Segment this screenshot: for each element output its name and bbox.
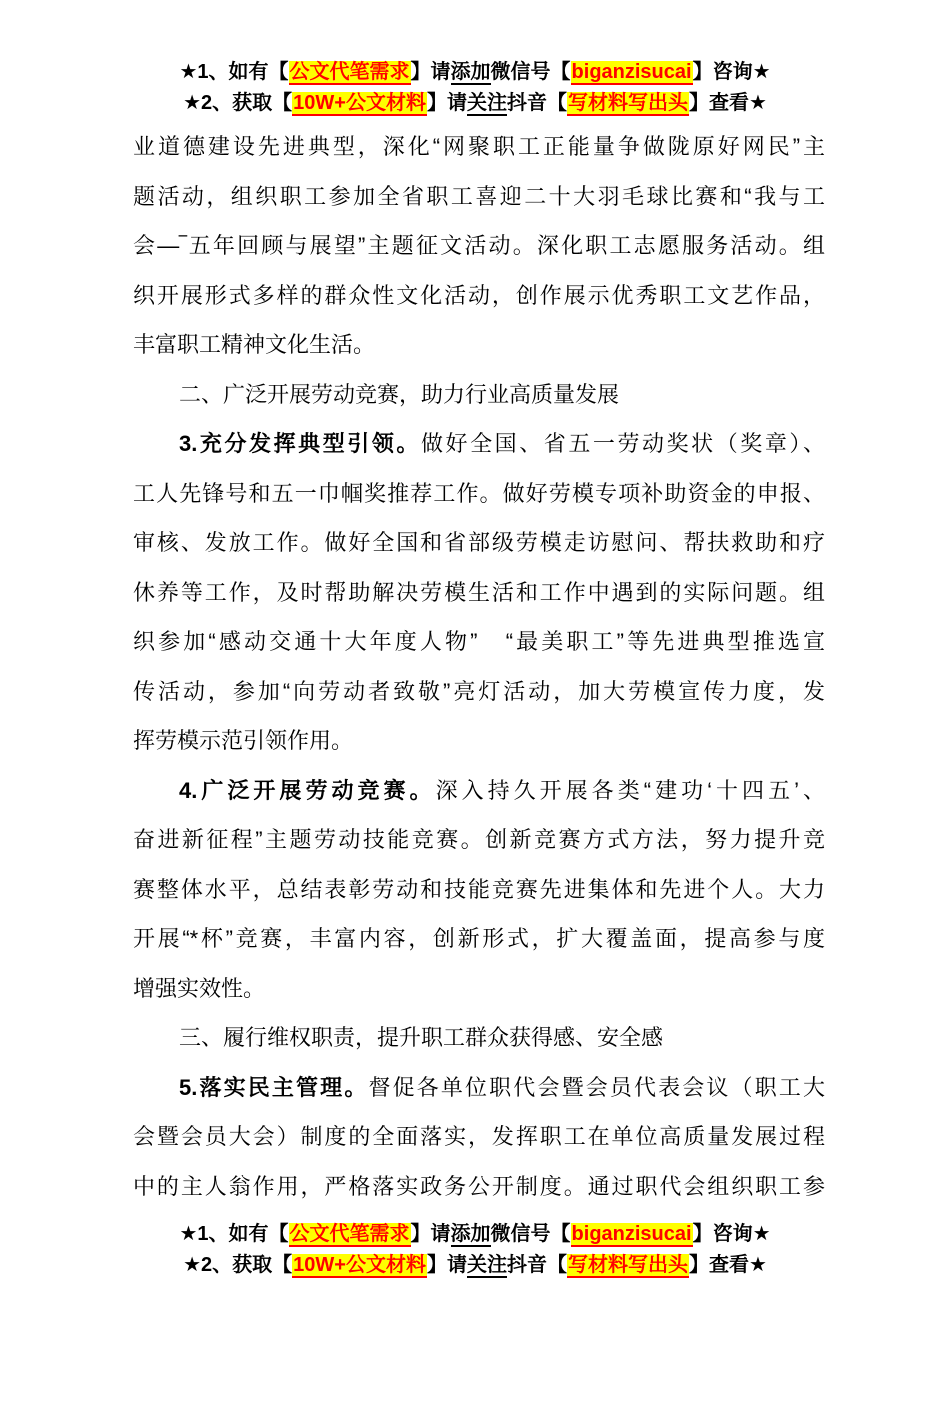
text-segment: 传活动，参加“向劳动者致敬”亮灯活动，加大劳模宣传力度，发 — [133, 678, 825, 704]
text-line — [133, 568, 825, 618]
ad-text: ★1、如有【 — [179, 1223, 289, 1245]
text-segment: 工人先锋号和五一巾帼奖推荐工作。做好劳模专项补助资金的申报、 — [133, 480, 825, 506]
text-segment: 丰富职工精神文化生活。 — [133, 332, 376, 357]
materials-keyword-highlight: 10W+公文材料 — [293, 1254, 426, 1276]
ad-text: ★2、获取【 — [183, 1254, 293, 1276]
douyin-account-highlight: 写材料写出头 — [567, 1254, 688, 1276]
add-action-underlined: 添加 — [450, 61, 491, 83]
text-line — [133, 221, 825, 271]
text-line — [133, 122, 825, 172]
add-action-underlined: 添加 — [450, 1223, 491, 1245]
text-segment: 休养等工作，及时帮助解决劳模生活和工作中遇到的实际问题。组 — [133, 579, 825, 605]
text-segment: 审核、发放工作。做好全国和省部级劳模走访慰问、帮扶救助和疗 — [133, 530, 825, 555]
ad-line — [0, 1250, 950, 1281]
service-keyword-highlight: 公文代笔需求 — [289, 1223, 410, 1245]
douyin-account-highlight: 写材料写出头 — [567, 92, 688, 114]
text-segment: 赛整体水平，总结表彰劳动和技能竞赛先进集体和先进个人。大力 — [133, 876, 825, 902]
service-keyword-highlight: 公文代笔需求 — [289, 61, 410, 83]
ad-text: 】咨询★ — [692, 1223, 771, 1245]
text-line — [133, 716, 825, 766]
ad-text: 】查看★ — [688, 92, 767, 114]
ad-text: 抖音【 — [506, 1254, 567, 1276]
ad-text: 抖音【 — [506, 92, 567, 114]
text-line — [133, 1063, 825, 1113]
text-line — [133, 271, 825, 321]
ad-text: 】请 — [410, 61, 451, 83]
ad-text: 】请 — [426, 1254, 467, 1276]
document-body — [133, 122, 825, 1211]
text-line — [133, 469, 825, 519]
text-segment: 业道德建设先进典型，深化“网聚职工正能量争做陇原好网民”主 — [133, 134, 825, 159]
ad-text: ★2、获取【 — [183, 92, 293, 114]
text-line — [133, 815, 825, 865]
follow-action-underlined: 关注 — [466, 1254, 507, 1276]
text-segment: 中的主人翁作用，严格落实政务公开制度。通过职代会组织职工参 — [133, 1173, 825, 1199]
materials-keyword-highlight: 10W+公文材料 — [293, 92, 426, 114]
document-page — [0, 57, 950, 1401]
ad-line — [0, 1219, 950, 1250]
text-line — [133, 865, 825, 915]
text-segment: 二、广泛开展劳动竞赛，助力行业高质量发展 — [179, 381, 620, 407]
promo-banner-bottom — [0, 1219, 950, 1281]
text-line — [133, 419, 825, 469]
ad-text: 】请 — [410, 1223, 451, 1245]
text-line — [133, 370, 825, 420]
text-line — [133, 1162, 825, 1212]
text-segment: 4.广泛开展劳动竞赛。 — [179, 777, 436, 803]
text-segment: 题活动，组织职工参加全省职工喜迎二十大羽毛球比赛和“我与工 — [133, 183, 825, 209]
text-segment: 挥劳模示范引领作用。 — [133, 728, 354, 753]
ad-text: 微信号【 — [490, 1223, 571, 1245]
text-line — [133, 914, 825, 964]
text-segment: 会暨会员大会）制度的全面落实，发挥职工在单位高质量发展过程 — [133, 1124, 825, 1149]
follow-action-underlined: 关注 — [466, 92, 507, 114]
text-segment: 织参加“感动交通十大年度人物” “最美职工”等先进典型推选宣 — [133, 629, 825, 654]
text-segment: 会—‾五年回顾与展望”主题征文活动。深化职工志愿服务活动。组 — [133, 233, 825, 258]
ad-text: 】查看★ — [688, 1254, 767, 1276]
ad-text: 】咨询★ — [692, 61, 771, 83]
ad-text: 微信号【 — [490, 61, 571, 83]
text-line — [133, 617, 825, 667]
text-segment: 奋进新征程”主题劳动技能竞赛。创新竞赛方式方法，努力提升竞 — [133, 827, 825, 852]
text-line — [133, 1013, 825, 1063]
ad-text: ★1、如有【 — [179, 61, 289, 83]
text-segment: 开展“*杯”竞赛，丰富内容，创新形式，扩大覆盖面，提高参与度 — [133, 926, 825, 951]
text-line — [133, 1112, 825, 1162]
text-segment: 做好全国、省五一劳动奖状（奖章）、 — [420, 431, 825, 456]
text-segment: 织开展形式多样的群众性文化活动，创作展示优秀职工文艺作品， — [133, 282, 825, 308]
text-segment: 3.充分发挥典型引领。 — [179, 431, 421, 456]
text-line — [133, 172, 825, 222]
text-segment: 三、履行维权职责，提升职工群众获得感、安全感 — [179, 1025, 664, 1050]
promo-banner-top — [0, 57, 950, 119]
text-line — [133, 667, 825, 717]
text-segment: 督促各单位职代会暨会员代表会议（职工大 — [368, 1074, 825, 1100]
text-line — [133, 964, 825, 1014]
text-line — [133, 518, 825, 568]
text-segment: 深入持久开展各类“建功‘十四五’、 — [435, 777, 825, 803]
ad-line — [0, 88, 950, 119]
ad-text: 】请 — [426, 92, 467, 114]
ad-line — [0, 57, 950, 88]
text-segment: 增强实效性。 — [133, 975, 266, 1001]
wechat-id-highlight: biganzisucai — [571, 1223, 692, 1245]
text-line — [133, 320, 825, 370]
wechat-id-highlight: biganzisucai — [571, 61, 692, 83]
text-segment: 5.落实民主管理。 — [179, 1074, 369, 1100]
text-line — [133, 766, 825, 816]
